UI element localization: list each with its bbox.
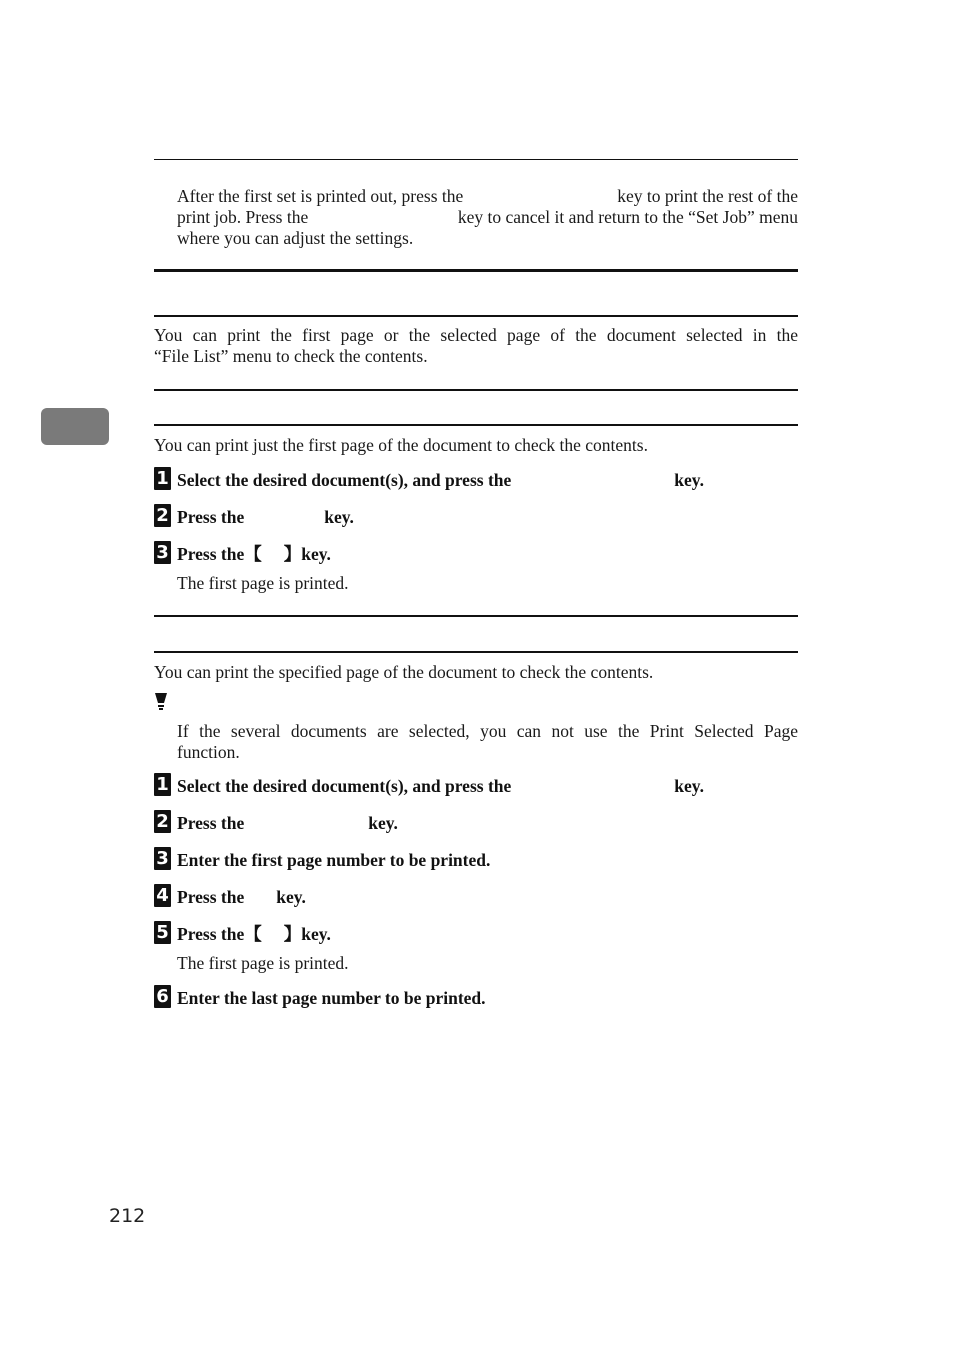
first-step-2 bbox=[154, 504, 354, 528]
note-line1-b: key to print the rest of the bbox=[617, 186, 798, 206]
step-number: 4 bbox=[154, 884, 171, 907]
first-page-result: The first page is printed. bbox=[177, 573, 349, 593]
note-line3: where you can adjust the settings. bbox=[177, 228, 414, 248]
step-text: Press the key. bbox=[177, 887, 306, 907]
step-number: 2 bbox=[154, 504, 171, 527]
selected-page-intro: You can print the specified page of the document to check the contents. bbox=[154, 662, 654, 682]
limitation-icon bbox=[153, 692, 169, 714]
section-heading-rule bbox=[154, 315, 798, 317]
step-text: Press the key. bbox=[177, 507, 354, 527]
step-number: 6 bbox=[154, 985, 171, 1008]
subsection2-top-rule bbox=[154, 615, 798, 617]
note-line2-b: key to cancel it and return to the “Set Job” menu bbox=[457, 207, 798, 227]
subsection2-heading-rule bbox=[154, 651, 798, 653]
first-step-1 bbox=[154, 467, 704, 491]
selected-step-2 bbox=[154, 810, 398, 834]
section-intro bbox=[154, 325, 798, 367]
selected-step-3 bbox=[154, 847, 490, 871]
step-number: 2 bbox=[154, 810, 171, 833]
subsection1-heading-rule bbox=[154, 424, 798, 426]
step-text: Press the【 】key. bbox=[177, 544, 331, 565]
section-top-rule bbox=[154, 269, 798, 272]
step-number: 1 bbox=[154, 773, 171, 796]
page-number: 212 bbox=[109, 1205, 146, 1227]
subsection1-top-rule bbox=[154, 389, 798, 391]
limitation-text bbox=[177, 721, 798, 763]
limitation-line2: function. bbox=[177, 742, 240, 762]
section-intro-line1: You can print the first page or the selected page of the document selected in the bbox=[154, 325, 798, 345]
selected-step-1 bbox=[154, 773, 704, 797]
limitation-line1: If the several documents are selected, you can not use the Print Selected Page bbox=[177, 721, 798, 741]
step-text: Select the desired document(s), and press the key. bbox=[177, 776, 704, 796]
key-bracket-open: 【 bbox=[244, 925, 262, 945]
step-text: Enter the first page number to be printed. bbox=[177, 850, 491, 870]
selected-step-6 bbox=[154, 985, 486, 1009]
step-number: 3 bbox=[154, 847, 171, 870]
step-text: Select the desired document(s), and press the key. bbox=[177, 470, 704, 490]
selected-step-4 bbox=[154, 884, 306, 908]
step-number: 1 bbox=[154, 467, 171, 490]
note-top-rule bbox=[154, 159, 798, 160]
key-bracket-open: 【 bbox=[244, 545, 262, 565]
section-intro-line2: “File List” menu to check the contents. bbox=[154, 346, 428, 366]
selected-step-5 bbox=[154, 921, 331, 945]
note-text bbox=[177, 186, 798, 249]
step-text: Press the【 】key. bbox=[177, 924, 331, 945]
step-text: Press the key. bbox=[177, 813, 398, 833]
first-step-3 bbox=[154, 541, 331, 565]
step-number: 5 bbox=[154, 921, 171, 944]
key-bracket-close: 】 bbox=[283, 925, 302, 945]
step-text: Enter the last page number to be printed. bbox=[177, 988, 486, 1008]
note-line1-a: After the first set is printed out, press the bbox=[177, 186, 464, 206]
chapter-tab-marker bbox=[41, 408, 109, 445]
first-page-intro: You can print just the first page of the document to check the contents. bbox=[154, 435, 648, 455]
note-line2-a: print job. Press the bbox=[177, 207, 309, 227]
step-number: 3 bbox=[154, 541, 171, 564]
key-bracket-close: 】 bbox=[283, 545, 302, 565]
selected-page-result: The first page is printed. bbox=[177, 953, 349, 973]
